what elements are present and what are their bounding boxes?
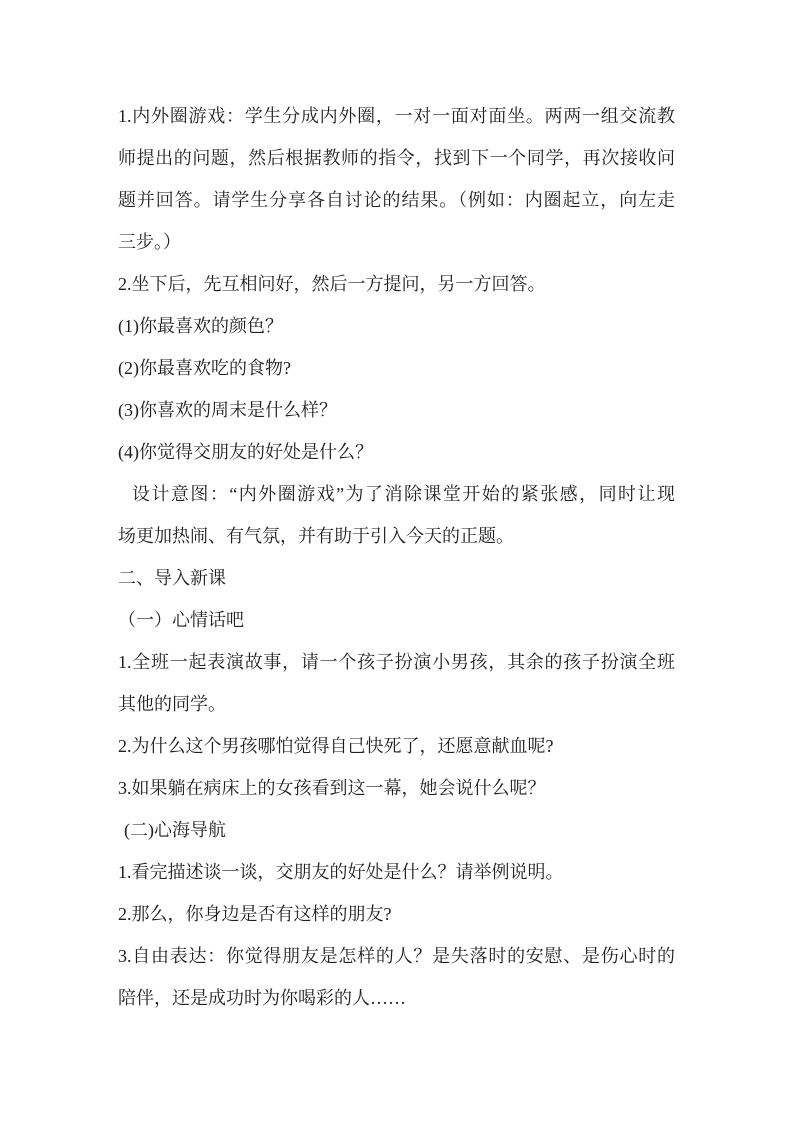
question-girl-reaction: 3.如果躺在病床上的女孩看到这一幕，她会说什么呢？ [118, 778, 546, 798]
design-intent-line-1: 设计意图：“内外圈游戏”为了消除课堂开始的紧张感，同时让现 [132, 484, 675, 504]
subheading-mood-bar: （一）心情话吧 [118, 610, 244, 630]
section-heading-import: 二、导入新课 [118, 568, 226, 588]
para-game-line-3: 题并回答。请学生分享各自讨论的结果。（例如：内圈起立，向左走 [118, 190, 675, 210]
subheading-navigation: (二)心海导航 [124, 820, 226, 840]
question-such-friend: 2.那么，你身边是否有这样的朋友? [118, 904, 392, 924]
para-free-expression-line-1: 3.自由表达：你觉得朋友是怎样的人？是失落时的安慰、是伤心时的 [118, 946, 675, 966]
question-3: (3)你喜欢的周末是什么样？ [118, 400, 337, 420]
para-game-line-1: 1.内外圈游戏：学生分成内外圈，一对一面对面坐。两两一组交流教 [118, 106, 675, 126]
design-intent-line-2: 场更加热闹、有气氛，并有助于引入今天的正题。 [118, 526, 514, 546]
question-4: (4)你觉得交朋友的好处是什么？ [118, 442, 373, 462]
para-seating: 2.坐下后，先互相问好，然后一方提问，另一方回答。 [118, 274, 546, 294]
question-benefits: 1.看完描述谈一谈，交朋友的好处是什么？请举例说明。 [118, 862, 564, 882]
para-game-line-4: 三步。） [118, 232, 181, 252]
document-text-block [118, 95, 675, 1019]
para-roleplay-line-2: 其他的同学。 [118, 694, 226, 714]
para-game-line-2: 师提出的问题，然后根据教师的指令，找到下一个同学，再次接收问 [118, 148, 675, 168]
question-2: (2)你最喜欢吃的食物? [118, 358, 291, 378]
para-roleplay-line-1: 1.全班一起表演故事，请一个孩子扮演小男孩，其余的孩子扮演全班 [118, 652, 675, 672]
para-free-expression-line-2: 陪伴，还是成功时为你喝彩的人…… [118, 988, 406, 1008]
question-why-donate: 2.为什么这个男孩哪怕觉得自己快死了，还愿意献血呢? [118, 736, 554, 756]
question-1: (1)你最喜欢的颜色？ [118, 316, 283, 336]
